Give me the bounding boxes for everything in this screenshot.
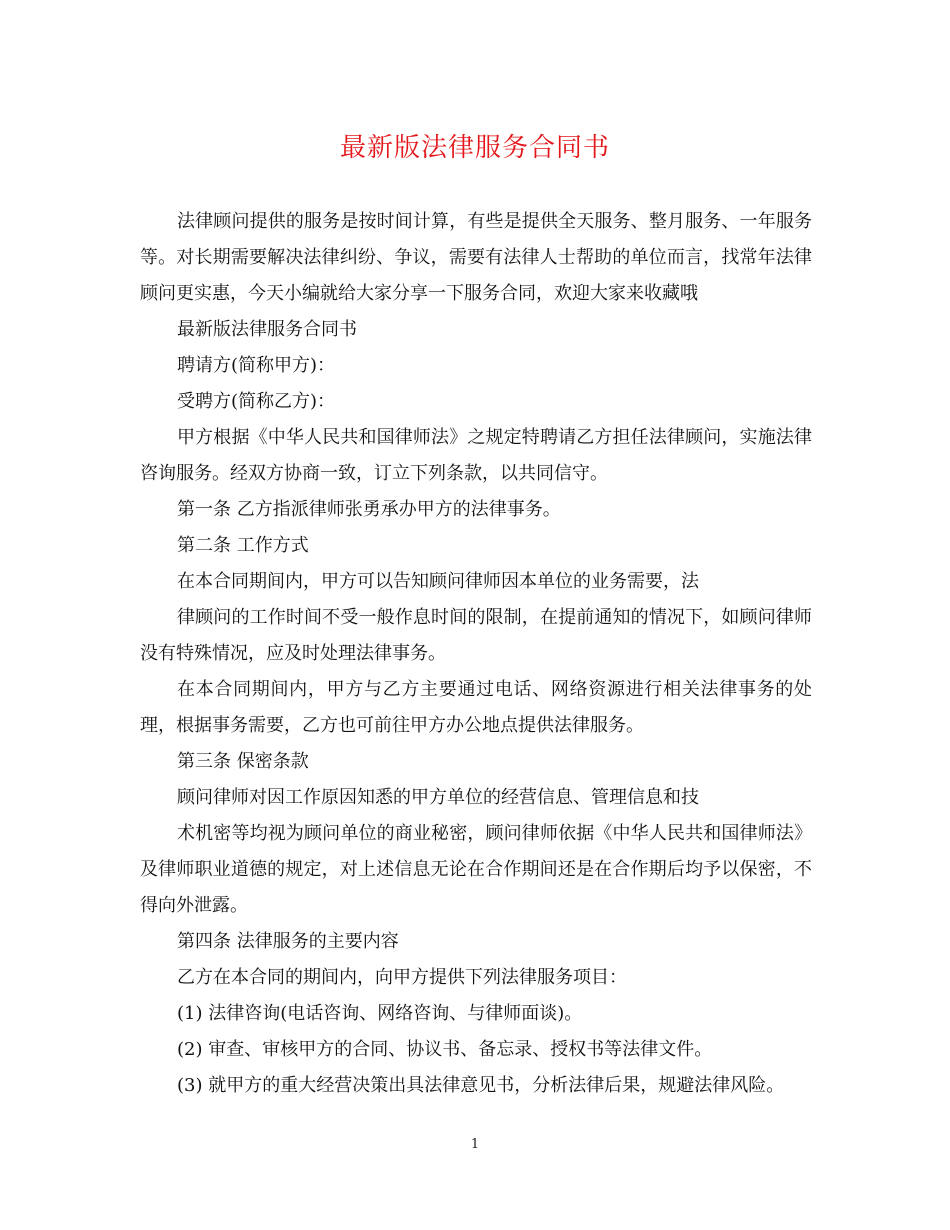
paragraph-article-4-intro: 乙方在本合同的期间内，向甲方提供下列法律服务项目： [177, 967, 627, 988]
paragraph-article-2-line-2: 律顾问的工作时间不受一般作息时间的限制，在提前通知的情况下，如顾问律师没有特殊情况，应及时处理法律事务。 [140, 607, 812, 664]
document-body [140, 204, 812, 1104]
paragraph-article-3-heading: 第三条 保密条款 [177, 751, 309, 772]
paragraph-article-4-heading: 第四条 法律服务的主要内容 [177, 931, 399, 952]
list-item-1: (1) 法律咨询(电话咨询、网络咨询、与律师面谈)。 [177, 1003, 583, 1024]
paragraph-article-3-line-2: 术机密等均视为顾问单位的商业秘密，顾问律师依据《中华人民共和国律师法》及律师职业道德的规定，对上述信息无论在合作期间还是在合作期后均予以保密，不得向外泄露。 [140, 823, 812, 916]
paragraph-party-b: 受聘方(简称乙方)： [177, 391, 336, 412]
paragraph-basis: 甲方根据《中华人民共和国律师法》之规定特聘请乙方担任法律顾问，实施法律咨询服务。经双方协商一致，订立下列条款，以共同信守。 [140, 427, 812, 484]
paragraph-article-2-line-3: 在本合同期间内，甲方与乙方主要通过电话、网络资源进行相关法律事务的处理，根据事务需要，乙方也可前往甲方办公地点提供法律服务。 [140, 679, 812, 736]
document-title: 最新版法律服务合同书 [339, 133, 610, 163]
paragraph-contract-heading: 最新版法律服务合同书 [177, 319, 357, 340]
paragraph-article-2-line-1: 在本合同期间内，甲方可以告知顾问律师因本单位的业务需要，法 [177, 571, 699, 592]
paragraph-party-a: 聘请方(简称甲方)： [177, 355, 336, 376]
page-number: 1 [470, 1137, 480, 1152]
paragraph-article-1: 第一条 乙方指派律师张勇承办甲方的法律事务。 [177, 499, 561, 520]
list-item-3: (3) 就甲方的重大经营决策出具法律意见书，分析法律后果，规避法律风险。 [177, 1075, 785, 1096]
paragraph-article-3-line-1: 顾问律师对因工作原因知悉的甲方单位的经营信息、管理信息和技 [177, 787, 699, 808]
list-item-2: (2) 审查、审核甲方的合同、协议书、备忘录、授权书等法律文件。 [177, 1039, 713, 1060]
paragraph-intro: 法律顾问提供的服务是按时间计算，有些是提供全天服务、整月服务、一年服务等。对长期需要解决法律纠纷、争议，需要有法律人士帮助的单位而言，找常年法律顾问更实惠，今天小编就给大家分享一下服务合同，欢迎大家来收藏哦 [140, 211, 812, 304]
paragraph-article-2-heading: 第二条 工作方式 [177, 535, 309, 556]
